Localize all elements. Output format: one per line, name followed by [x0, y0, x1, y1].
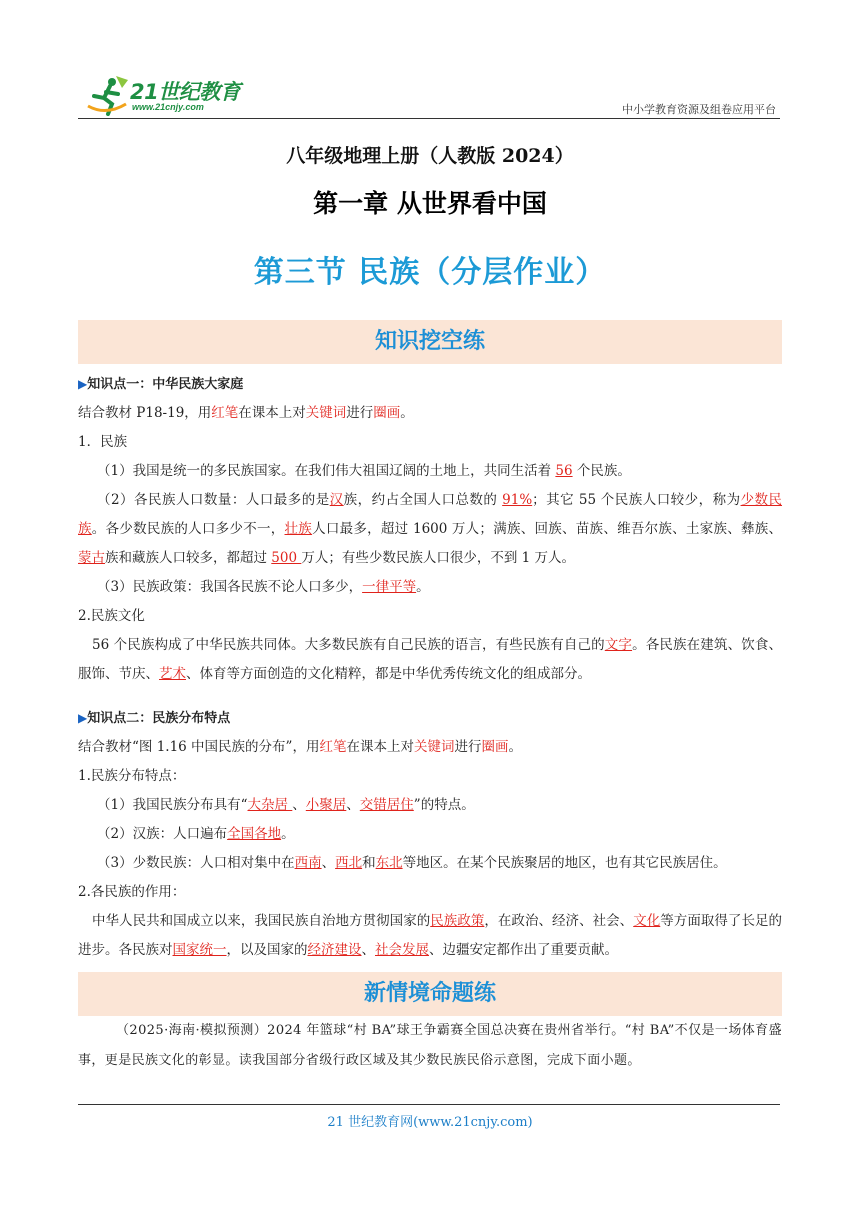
text: 、体育等方面创造的文化精粹，都是中华优秀传统文化的组成部分。 [186, 666, 591, 682]
text: 等方面取得了长足的进步。各民族对 [78, 913, 783, 958]
knowledge-point-1 [78, 370, 782, 689]
text: （2）各民族人口数量：人口最多的是 [97, 492, 330, 508]
section-band-title: 新情境命题练 [363, 981, 496, 1006]
triangle-bullet-icon: ▶ [78, 711, 88, 725]
text: ”的特点。 [413, 797, 475, 813]
answer: 交错居住 [359, 797, 414, 813]
kp2-h1: 1.民族分布特点： [78, 768, 186, 784]
kp2-intro [78, 733, 782, 762]
answer: 东北 [375, 855, 403, 871]
kp2-p2 [78, 820, 782, 849]
answer: 民族政策 [430, 913, 485, 929]
kp2-heading-text: 知识点二：民族分布特点 [87, 711, 231, 726]
text: 中华人民共和国成立以来，我国民族自治地方贯彻国家的 [92, 913, 431, 929]
text: 人口最多，超过 1600 万人；满族、回族、苗族、维吾尔族、土家族、彝族、 [312, 521, 783, 537]
section-band-knowledge [78, 320, 782, 364]
kp2-p3 [78, 849, 782, 878]
text: 、 [292, 797, 306, 813]
page-header [78, 72, 780, 120]
answer: 小聚居 [305, 797, 347, 813]
kp1-heading-text: 知识点一：中华民族大家庭 [87, 377, 244, 392]
keyword: 关键词 [305, 405, 347, 421]
keyword: 圈画 [481, 739, 509, 755]
text: 。各民族在建筑、饮食、服饰、节庆、 [78, 637, 783, 682]
text: 56 个民族构成了中华民族共同体。大多数民族有自己民族的语言，有些民族有自己的 [92, 637, 605, 653]
text: 、 [321, 855, 336, 871]
kp2-p1 [78, 791, 782, 820]
kp2-p4 [78, 907, 782, 965]
logo-url: www.21cnjy.com [132, 102, 204, 112]
answer: 少数民族 [78, 492, 783, 537]
site-logo[interactable] [86, 72, 286, 118]
text: 进行 [346, 405, 374, 421]
keyword: 关键词 [413, 739, 455, 755]
question-stem: （2025·海南·模拟预测）2024 年篮球“村 BA”球王争霸赛全国总决赛在贵州省举行。“村 BA”不仅是一场体育盛事，更是民族文化的彰显。读我国部分省级行政区域及其少数民族民俗示意图，完成下面小题。 [78, 1023, 782, 1068]
answer: 蒙古 [78, 550, 105, 566]
text: 族和藏族人口较多，都超过 [105, 550, 272, 566]
footer-link[interactable]: 21 世纪教育网(www.21cnjy.com) [327, 1115, 533, 1130]
text: （3）少数民族：人口相对集中在 [97, 855, 295, 871]
kp1-h2: 2.民族文化 [78, 608, 145, 624]
text: 等地区。在某个民族聚居的地区，也有其它民族居住。 [402, 855, 727, 871]
chapter-title: 第一章 从世界看中国 [313, 189, 547, 218]
answer: 社会发展 [375, 942, 429, 958]
text: 。 [400, 405, 414, 421]
knowledge-point-2 [78, 704, 782, 965]
text: ，以及国家的 [226, 942, 308, 958]
text: 族，约占全国人口总数的 [343, 492, 503, 508]
answer: 一律平等 [362, 579, 417, 595]
text: 、 [346, 797, 360, 813]
answer: 全国各地 [227, 826, 282, 842]
text: 在课本上对 [346, 739, 414, 755]
text: 、边疆安定都作出了重要贡献。 [429, 942, 618, 958]
answer: 国家统一 [172, 942, 227, 958]
text: 和 [362, 855, 376, 871]
answer: 汉 [329, 492, 344, 508]
answer: 经济建设 [307, 942, 362, 958]
keyword: 圈画 [373, 405, 401, 421]
answer: 西南 [294, 855, 322, 871]
answer: 艺术 [159, 666, 186, 682]
answer: 壮族 [284, 521, 313, 537]
section-band-title: 知识挖空练 [374, 329, 485, 354]
text: 万人；有些少数民族人口很少，不到 1 万人。 [301, 550, 576, 566]
text: （1）我国是统一的多民族国家。在我们伟大祖国辽阔的土地上，共同生活着 [97, 463, 556, 479]
text: 。 [416, 579, 430, 595]
text: （3）民族政策：我国各民族不论人口多少， [97, 579, 363, 595]
kp1-heading [78, 370, 782, 399]
section-band-new-context [78, 972, 782, 1016]
answer: 91% [502, 492, 533, 508]
answer: 西北 [335, 855, 363, 871]
text: 结合教材“图 1.16 中国民族的分布”，用 [78, 739, 320, 755]
answer: 文字 [604, 637, 633, 653]
kp1-p2 [78, 486, 782, 573]
text: 。各少数民族的人口多少不一， [91, 521, 285, 537]
platform-name: 中小学教育资源及组卷应用平台 [622, 103, 776, 116]
section-title: 第三节 民族（分层作业） [253, 255, 607, 290]
text: 进行 [454, 739, 482, 755]
keyword: 红笔 [211, 405, 239, 421]
text: 在课本上对 [238, 405, 306, 421]
answer: 500 [271, 550, 302, 566]
kp1-intro [78, 399, 782, 428]
text: 。 [508, 739, 522, 755]
kp2-h2: 2.各民族的作用： [78, 884, 186, 900]
text: 、 [361, 942, 375, 958]
text: 个民族。 [572, 463, 631, 479]
triangle-bullet-icon: ▶ [78, 377, 88, 391]
text: ；其它 55 个民族人口较少，称为 [532, 492, 741, 508]
runner-logo-icon [86, 74, 130, 116]
text: ，在政治、经济、社会、 [484, 913, 634, 929]
answer: 56 [555, 463, 573, 479]
keyword: 红笔 [319, 739, 347, 755]
kp2-heading [78, 704, 782, 733]
text: 结合教材 P18-19，用 [78, 405, 212, 421]
kp1-p3 [78, 573, 782, 602]
text: 。 [281, 826, 295, 842]
answer: 文化 [633, 913, 661, 929]
answer: 大杂居 [247, 797, 293, 813]
logo-text: 21世纪教育 [130, 80, 241, 104]
footer-divider [78, 1104, 780, 1105]
kp1-h1: 1．民族 [78, 434, 128, 450]
kp1-p4 [78, 631, 782, 689]
text: （2）汉族：人口遍布 [97, 826, 228, 842]
text: （1）我国民族分布具有“ [97, 797, 248, 813]
grade-title: 八年级地理上册（人教版 2024） [286, 145, 574, 167]
kp1-p1 [78, 457, 782, 486]
header-divider [78, 118, 780, 119]
